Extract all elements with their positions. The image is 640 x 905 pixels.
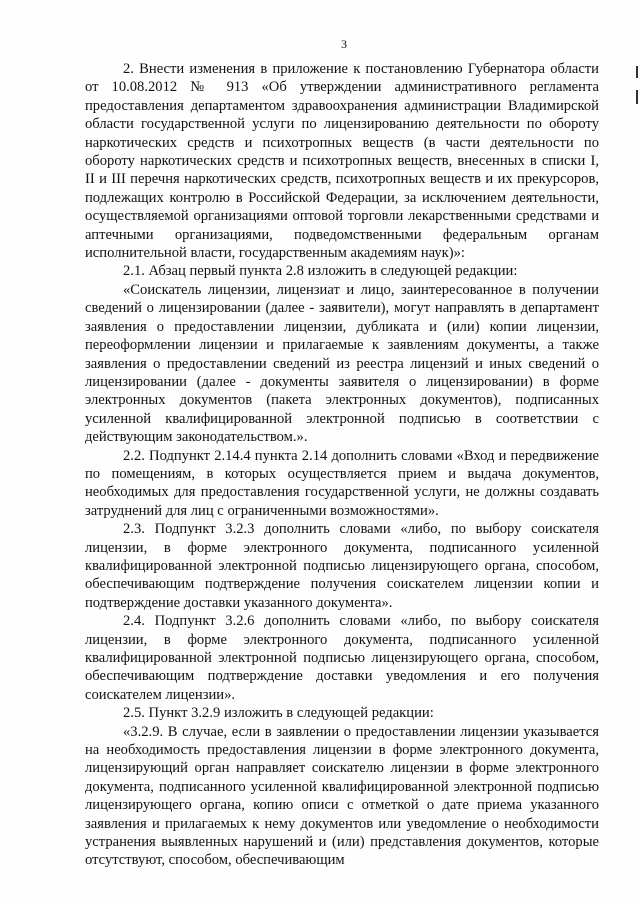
- document-body: [85, 60, 599, 870]
- scan-edge-mark: [636, 66, 638, 78]
- paragraph-item-2-5: 2.5. Пункт 3.2.9 изложить в следующей редакции:: [123, 705, 434, 722]
- paragraph-item-2-1: 2.1. Абзац первый пункта 2.8 изложить в следующей редакции:: [123, 263, 518, 280]
- paragraph-quote-2-8: «Соискатель лицензии, лицензиат и лицо, заинтересованное в получении сведений о лицензировании (далее - заявители), могут направлять в департамент заявления о предоставлении лицензии, дубликата и (или) копии лицензии, переоформлении лицензии и прилагаемые к заявлениям документы, а также заявления о предоставлении сведений из реестра лицензий и иных сведений о лицензировании (далее - документы заявителя о лицензировании) в форме электронных документов (пакета электронных документов), подписанных усиленной квалифицированной электронной подписью в соответствии с действующим законодательством.».: [85, 281, 599, 446]
- scan-edge-mark: [636, 90, 638, 104]
- paragraph-item-2-3: 2.3. Подпункт 3.2.3 дополнить словами «либо, по выбору соискателя лицензии, в форме электронного документа, подписанного усиленной квалифицированной электронной подписью лицензирующего органа, способом, обеспечивающим подтверждение получения соискателем лицензии копии и подтверждение доставки указанного документа».: [85, 521, 599, 611]
- page-number: 3: [341, 37, 347, 51]
- paragraph-item-2-4: 2.4. Подпункт 3.2.6 дополнить словами «либо, по выбору соискателя лицензии, в форме электронного документа, подписанного усиленной квалифицированной электронной подписью лицензирующего органа, способом, обеспечивающим подтверждение доставки уведомления и его получения соискателем лицензии».: [85, 613, 599, 703]
- paragraph-amendment-intro: 2. Внести изменения в приложение к постановлению Губернатора области от 10.08.2012 № 913 «Об утверждении административного регламента предоставления департаментом здравоохранения администрации Владимирской области государственной услуги по лицензированию деятельности по обороту наркотических средств и психотропных веществ (в части деятельности по обороту наркотических средств и психотропных веществ, внесенных в списки I, II и III перечня наркотических средств, психотропных веществ и их прекурсоров, подлежащих контролю в Российской Федерации, за исключением деятельности, осуществляемой организациями оптовой торговли лекарственными средствами и аптечными организациями, подведомственными федеральным органам исполнительной власти, государственным академиям наук)»:: [85, 61, 599, 262]
- paragraph-item-2-2: 2.2. Подпункт 2.14.4 пункта 2.14 дополнить словами «Вход и передвижение по помещениям, в которых осуществляется прием и выдача документов, необходимых для предоставления государственной услуги, не должны создавать затруднений для лиц с ограниченными возможностями».: [85, 447, 599, 519]
- paragraph-quote-3-2-9: «3.2.9. В случае, если в заявлении о предоставлении лицензии указывается на необходимость предоставления лицензии в форме электронного документа, лицензирующий орган направляет соискателю лицензии в форме электронного документа, подписанного усиленной квалифицированной электронной подписью лицензирующего органа, копию описи с отметкой о дате приема указанного заявления и прилагаемых к нему документов или уведомление о необходимости устранения выявленных нарушений и (или) представления документов, которые отсутствуют, способом, обеспечивающим: [85, 723, 599, 869]
